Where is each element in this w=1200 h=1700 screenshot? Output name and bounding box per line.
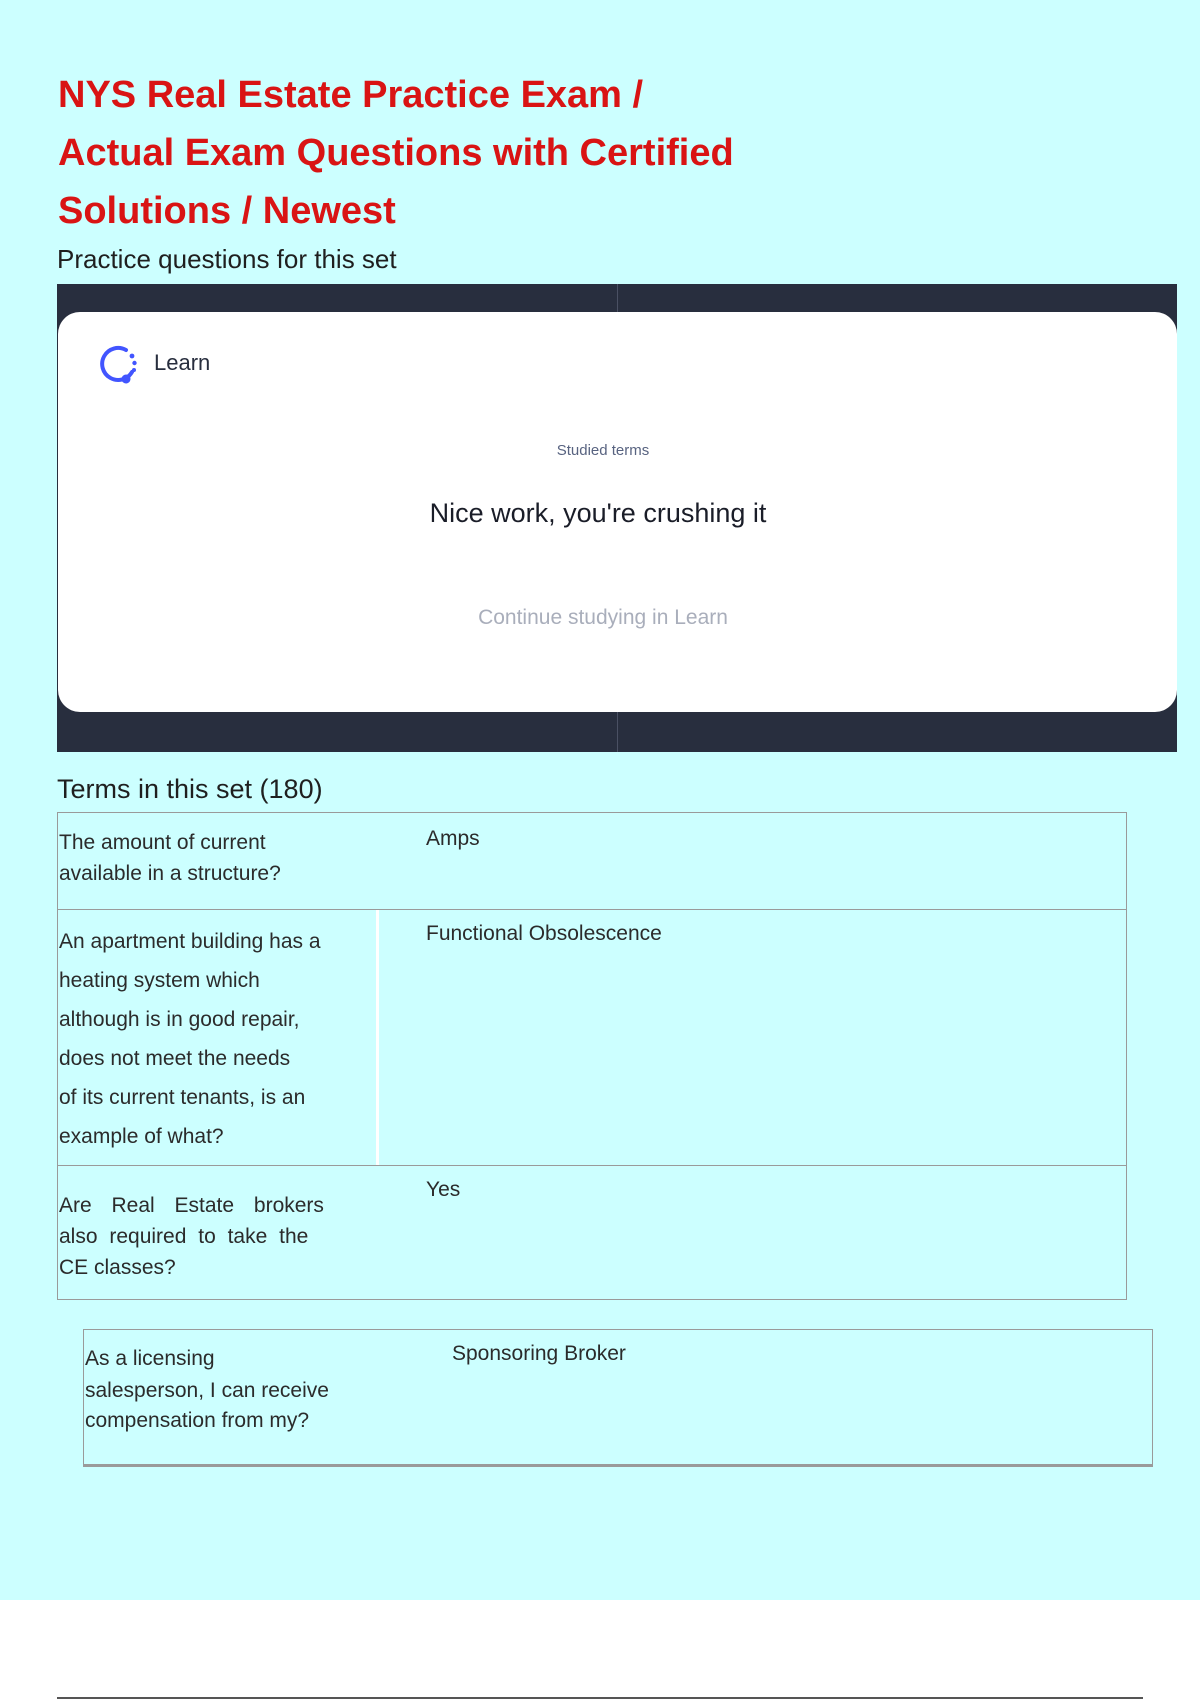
terms-heading: Terms in this set (180) [57,774,323,804]
term-question [85,1342,329,1436]
learn-label: Learn [154,350,211,375]
practice-questions-heading: Practice questions for this set [57,244,397,274]
learn-progress-icon [96,342,140,386]
term-answer: Yes [426,1178,461,1201]
document-title [58,66,798,240]
continue-learn-link[interactable]: Continue studying in Learn [478,606,728,629]
studied-terms-label: Studied terms [556,442,650,459]
title-line: Actual Exam Questions with Certified [58,132,734,174]
question-line: The amount of current [59,831,266,854]
title-line: Solutions / Newest [58,190,396,232]
term-row [58,1166,1126,1299]
question-line: An apartment building has a [59,930,321,953]
term-question [59,827,281,889]
term-row [58,910,1126,1166]
question-line: Are Real Estate brokers [59,1194,324,1217]
question-line: heating system which [59,969,260,992]
term-row [58,813,1126,910]
term-answer: Sponsoring Broker [452,1342,626,1365]
terms-table [83,1329,1153,1467]
column-divider [376,910,379,1165]
footer-rule [57,1697,1143,1699]
question-line: As a licensing [85,1347,215,1370]
question-line: does not meet the needs [59,1047,291,1070]
question-line: although is in good repair, [59,1008,300,1031]
question-line: of its current tenants, is an [59,1086,306,1109]
progress-message: Nice work, you're crushing it [429,498,767,528]
question-line: example of what? [59,1125,224,1148]
question-line: compensation from my? [85,1409,310,1432]
question-line: available in a structure? [59,862,281,885]
term-question [59,1190,324,1283]
title-line: NYS Real Estate Practice Exam / [58,74,644,116]
question-line: salesperson, I can receive [85,1379,329,1402]
question-line: also required to take the [59,1225,309,1248]
term-answer: Functional Obsolescence [426,922,662,945]
term-question [59,922,321,1156]
learn-card[interactable] [58,312,1177,712]
question-line: CE classes? [59,1256,176,1279]
term-answer: Amps [426,827,480,850]
terms-table [57,812,1127,1300]
